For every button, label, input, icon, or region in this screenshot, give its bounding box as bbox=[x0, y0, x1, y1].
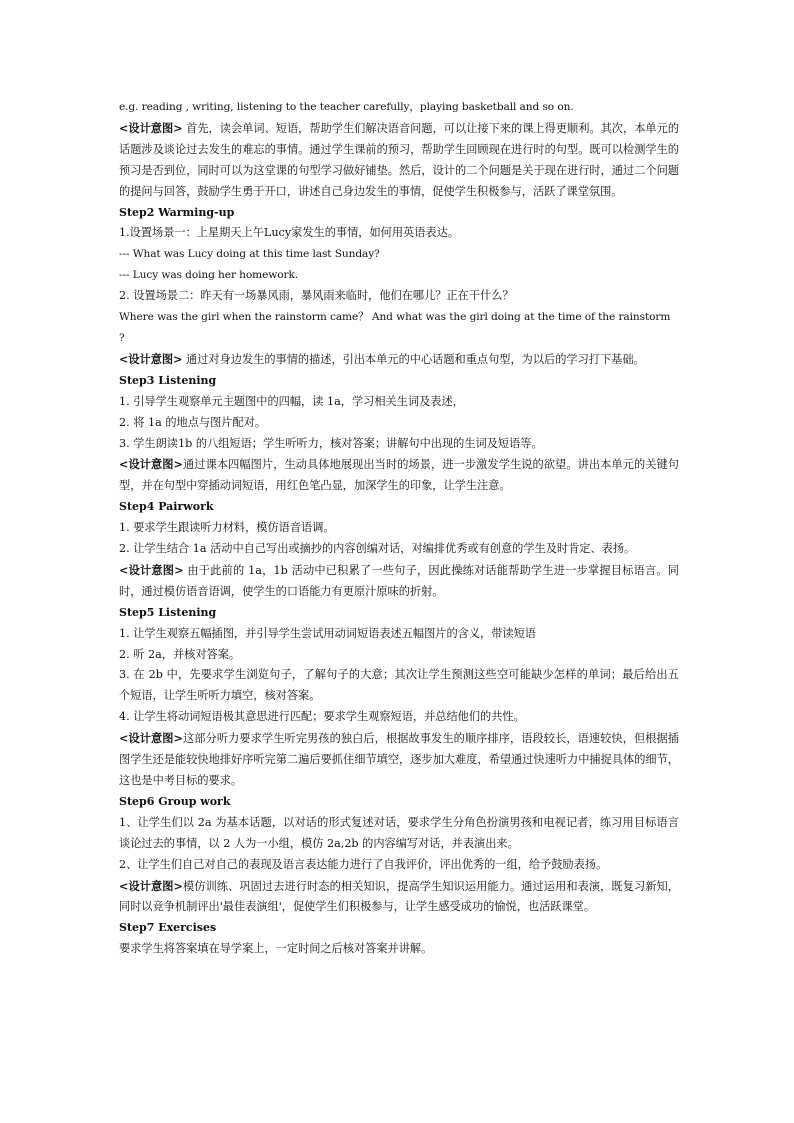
design-intent-tag: <设计意图> bbox=[119, 351, 183, 366]
step2-question: --- What was Lucy doing at this time last Sunday? bbox=[119, 248, 380, 261]
design-intent-tag: <设计意图> bbox=[119, 120, 183, 135]
step4-design-intent bbox=[119, 560, 679, 603]
step6-item-1: 1、让学生们以 2a 为基本话题，以对话的形式复述对话，要求学生分角色扮演男孩和电视记者，练习用目标语言谈论过去的事情，以 2 人为一小组，模仿 2a,2b 的内容编写对话，并表演出来。 bbox=[119, 815, 679, 850]
design-intent-text: 通过对身边发生的事情的描述，引出本单元的中心话题和重点句型，为以后的学习打下基础。 bbox=[182, 352, 645, 366]
step5-item-3: 3. 在 2b 中，先要求学生浏览句子，了解句子的大意；其次让学生预测这些空可能缺少怎样的单词；最后给出五个短语，让学生听听力填空，核对答案。 bbox=[119, 668, 679, 703]
step5-item-2: 2. 听 2a，并核对答案。 bbox=[119, 647, 241, 661]
step7-heading: Step7 Exercises bbox=[119, 921, 217, 935]
design-intent-tag: <设计意图> bbox=[119, 878, 183, 893]
step3-design-intent bbox=[119, 454, 679, 497]
step2-answer: --- Lucy was doing her homework. bbox=[119, 269, 299, 282]
step4-item-1: 1. 要求学生跟读听力材料，模仿语音语调。 bbox=[119, 521, 335, 535]
step2-design-intent bbox=[119, 349, 679, 371]
step6-design-intent bbox=[119, 876, 679, 919]
design-intent-paragraph bbox=[119, 118, 679, 203]
step4-heading: Step4 Pairwork bbox=[119, 500, 214, 514]
step7-item-1: 要求学生将答案填在导学案上，一定时间之后核对答案并讲解。 bbox=[119, 942, 433, 956]
step5-design-intent bbox=[119, 728, 679, 792]
design-intent-text: 这部分听力要求学生听完男孩的独白后，根据故事发生的顺序排序，语段较长，语速较快，但根据插图学生还是能较快地排好序听完第二遍后要抓住细节填空，逐步加大难度，希望通过快速听力中捕捉具体的细节，这也是中考目标的要求。 bbox=[119, 732, 679, 787]
step2-english-question: Where was the girl when the rainstorm came？ And what was the girl doing at the time of the rainstorm ? bbox=[119, 311, 671, 344]
examples-line: e.g. reading , writing, listening to the teacher carefully，playing basketball and so on. bbox=[119, 101, 574, 113]
design-intent-text: 通过课本四幅图片，生动具体地展现出当时的场景，进一步激发学生说的欲望。讲出本单元的关键句型，并在句型中穿插动词短语，用红色笔凸显，加深学生的印象，让学生注意。 bbox=[119, 458, 679, 493]
step3-heading: Step3 Listening bbox=[119, 373, 217, 387]
design-intent-tag: <设计意图> bbox=[119, 457, 183, 472]
step3-item-1: 1. 引导学生观察单元主题图中的四幅，读 1a，学习相关生词及表述， bbox=[119, 394, 464, 408]
design-intent-text: 模仿训练、巩固过去进行时态的相关知识，提高学生知识运用能力。通过运用和表演，既复习新知，同时以竞争机制评出'最佳表演组'，促使学生们积极参与，让学生感受成功的愉悦，也活跃课堂。 bbox=[119, 879, 679, 914]
design-intent-text: 由于此前的 1a，1b 活动中已积累了一些句子，因此操练对话能帮助学生进一步掌握目标语言。同时，通过模仿语音语调，使学生的口语能力有更原汁原味的折射。 bbox=[119, 563, 679, 598]
design-intent-tag: <设计意图> bbox=[119, 562, 184, 577]
step5-item-4: 4. 让学生将动词短语极其意思进行匹配；要求学生观察短语，并总结他们的共性。 bbox=[119, 710, 525, 724]
design-intent-text: 首先，读会单词、短语，帮助学生们解决语音问题，可以让接下来的课上得更顺利。其次，本单元的话题涉及谈论过去发生的难忘的事情。通过学生课前的预习，帮助学生回顾现在进行时的句型。既可以检测学生的预习是否到位，同时可以为这堂课的句型学习做好铺垫。然后，设计的二个问题是关于现在进行时，通过二个问题的提问与回答，鼓励学生勇于开口，讲述自己身边发生的事情，促使学生积极参与，活跃了课堂氛围。 bbox=[119, 121, 680, 198]
step5-item-1: 1. 让学生观察五幅插图，并引导学生尝试用动词短语表述五幅图片的含义，带读短语 bbox=[119, 626, 536, 640]
step6-item-2: 2、让学生们自己对自己的表现及语言表达能力进行了自我评价，评出优秀的一组，给予鼓励表扬。 bbox=[119, 857, 608, 871]
step2-item-2: 2. 设置场景二：昨天有一场暴风雨，暴风雨来临时，他们在哪儿？正在干什么？ bbox=[119, 289, 514, 303]
step6-heading: Step6 Group work bbox=[119, 794, 231, 808]
step3-item-2: 2. 将 1a 的地点与图片配对。 bbox=[119, 415, 267, 429]
step5-heading: Step5 Listening bbox=[119, 605, 217, 619]
design-intent-tag: <设计意图> bbox=[119, 731, 183, 746]
step2-item-1: 1.设置场景一：上星期天上午Lucy家发生的事情，如何用英语表达。 bbox=[119, 226, 459, 240]
step4-item-2: 2. 让学生结合 1a 活动中自己写出或摘抄的内容创编对话，对编排优秀或有创意的学生及时肯定、表扬。 bbox=[119, 542, 636, 556]
step2-heading: Step2 Warming-up bbox=[119, 205, 235, 219]
step3-item-3: 3. 学生朗读1b 的八组短语；学生听听力，核对答案；讲解句中出现的生词及短语等。 bbox=[119, 436, 543, 450]
document-body bbox=[119, 97, 679, 960]
